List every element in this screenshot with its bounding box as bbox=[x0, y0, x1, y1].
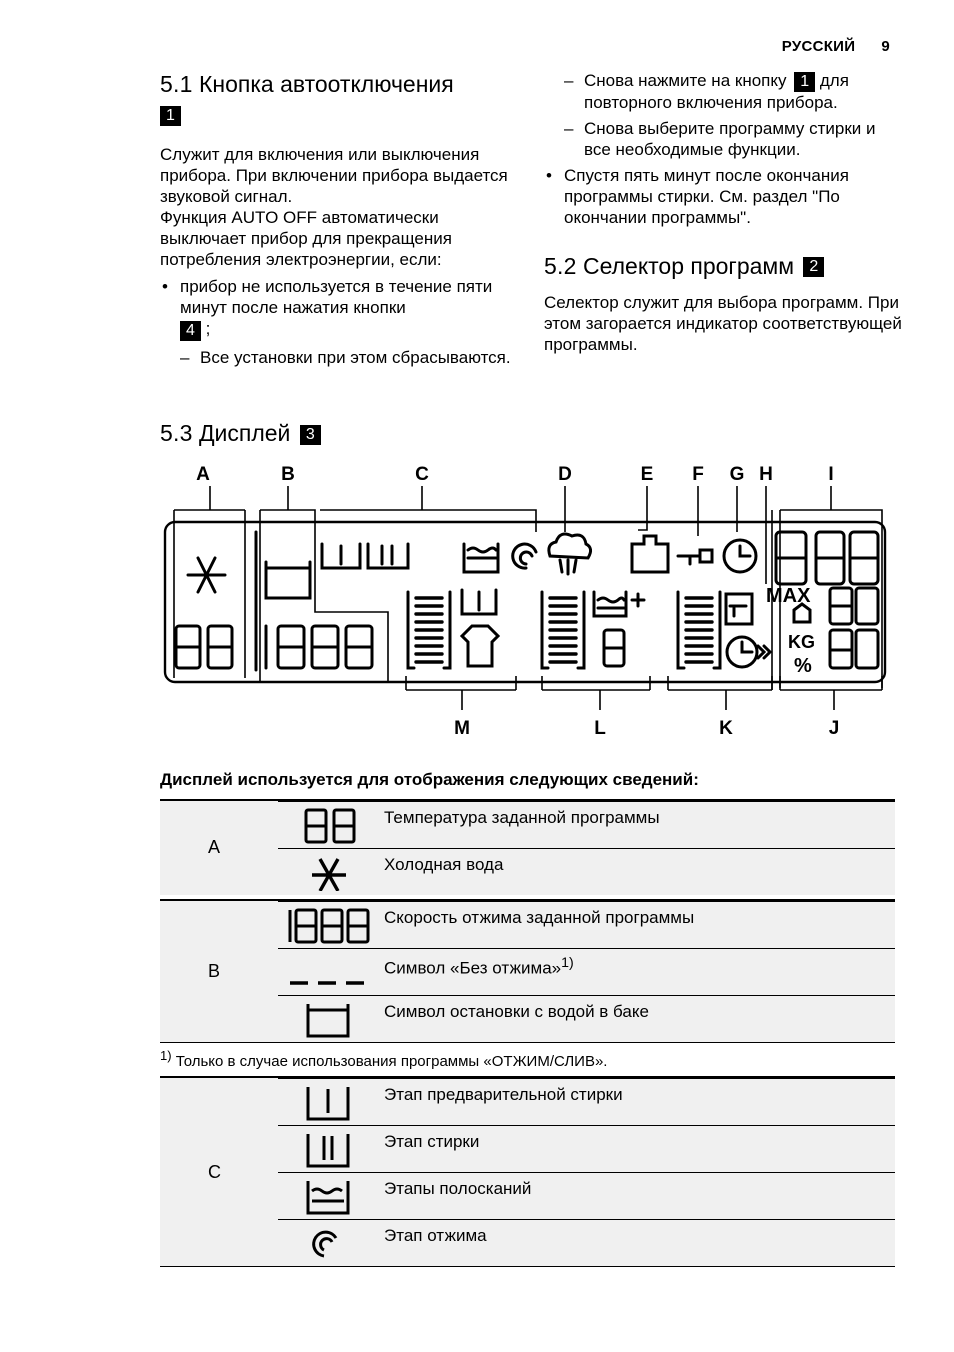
row-text: Этапы полосканий bbox=[384, 1179, 532, 1198]
max-label: MAX bbox=[766, 585, 811, 607]
button-1-badge: 1 bbox=[160, 106, 181, 126]
language-label: РУССКИЙ bbox=[781, 38, 856, 55]
table-row bbox=[278, 1172, 895, 1219]
table-row bbox=[278, 901, 895, 948]
page-number: 9 bbox=[881, 38, 890, 55]
callout-label: A bbox=[196, 464, 210, 485]
cold-water-icon bbox=[286, 855, 370, 891]
group-label: A bbox=[208, 837, 221, 857]
spin-icon bbox=[286, 1226, 370, 1262]
table-row bbox=[278, 1219, 895, 1266]
callout-label: B bbox=[281, 464, 295, 485]
table-group-a bbox=[160, 799, 895, 895]
seven-segment-display bbox=[176, 626, 232, 668]
row-text: Температура заданной программы bbox=[384, 808, 660, 827]
kg-label: KG bbox=[788, 632, 815, 652]
table-title: Дисплей используется для отображения следующих сведений: bbox=[160, 770, 699, 789]
row-text: Символ остановки с водой в баке bbox=[384, 1002, 649, 1021]
bullet-item: • Спустя пять минут после окончания программы стирки. См. раздел "По окончании программы". bbox=[544, 165, 904, 228]
wash-icon bbox=[286, 1132, 370, 1168]
footnote-mark: 1) bbox=[561, 955, 574, 971]
spin-speed-digits-icon bbox=[286, 908, 370, 944]
table-group-b bbox=[160, 899, 895, 1043]
table-row bbox=[278, 948, 895, 995]
selector-2-badge: 2 bbox=[803, 257, 824, 277]
row-text: Этап стирки bbox=[384, 1132, 480, 1151]
callout-label: K bbox=[719, 718, 733, 739]
section-5-1-para1: Служит для включения или выключения прибора. При включении прибора выдается звуковой сигнал. bbox=[160, 145, 508, 206]
callout-label: C bbox=[415, 464, 429, 485]
row-text: Холодная вода bbox=[384, 855, 504, 874]
dash-item: – Снова нажмите на кнопку 1 для повторного включения прибора. bbox=[544, 70, 904, 113]
percent-label: % bbox=[794, 655, 812, 677]
button-4-badge: 4 bbox=[180, 321, 201, 341]
section-5-1-para2: Функция AUTO OFF автоматически выключает прибор для прекращения потребления электроэнергии, если: bbox=[160, 208, 452, 269]
display-3-badge: 3 bbox=[300, 425, 321, 445]
table-row bbox=[278, 1125, 895, 1172]
display-diagram bbox=[160, 460, 890, 750]
footnote: $^{1)}$ Только в случае использования программы «ОТЖИМ/СЛИВ». bbox=[160, 1048, 608, 1070]
no-spin-icon bbox=[286, 955, 370, 991]
callout-label: J bbox=[828, 718, 840, 739]
group-label: B bbox=[208, 961, 221, 981]
callout-label: E bbox=[640, 464, 654, 485]
rinse-hold-icon bbox=[286, 1002, 370, 1038]
section-5-1-heading: 5.1 Кнопка автоотключения 1 bbox=[160, 71, 454, 124]
button-1-badge: 1 bbox=[794, 72, 815, 92]
temperature-digits-icon bbox=[286, 808, 370, 844]
row-text: Этап предварительной стирки bbox=[384, 1085, 623, 1104]
table-row bbox=[278, 801, 895, 848]
group-label: C bbox=[208, 1162, 221, 1182]
prewash-icon bbox=[286, 1085, 370, 1121]
table-row bbox=[278, 1078, 895, 1125]
bullet-item: • прибор не используется в течение пяти минут после нажатия кнопки 4 ; bbox=[160, 276, 520, 341]
rinse-icon bbox=[286, 1179, 370, 1215]
callout-label: L bbox=[594, 718, 606, 739]
callout-label: F bbox=[692, 464, 704, 485]
section-5-1 bbox=[160, 70, 520, 368]
row-text: Скорость отжима заданной программы bbox=[384, 908, 695, 927]
callout-label: I bbox=[828, 464, 834, 485]
callout-label: D bbox=[558, 464, 572, 485]
callout-label: M bbox=[454, 718, 470, 739]
section-5-3-heading: 5.3 Дисплей 3 bbox=[160, 419, 321, 447]
table-group-c bbox=[160, 1076, 895, 1267]
dash-item: – Снова выберите программу стирки и все необходимые функции. bbox=[544, 118, 904, 160]
section-5-2-heading: 5.2 Селектор программ 2 bbox=[544, 252, 904, 280]
section-5-1-continued bbox=[544, 70, 904, 355]
callout-label: H bbox=[759, 464, 773, 485]
table-row bbox=[278, 848, 895, 895]
callout-label: G bbox=[729, 464, 745, 485]
row-text: Этап отжима bbox=[384, 1226, 487, 1245]
dash-item: – Все установки при этом сбрасываются. bbox=[160, 347, 520, 368]
section-5-2-para: Селектор служит для выбора программ. При этом загорается индикатор соответствующей программы. bbox=[544, 292, 902, 354]
page-header bbox=[782, 38, 890, 55]
row-text: Символ «Без отжима»$^{1)}$ bbox=[384, 955, 574, 978]
table-row bbox=[278, 995, 895, 1042]
